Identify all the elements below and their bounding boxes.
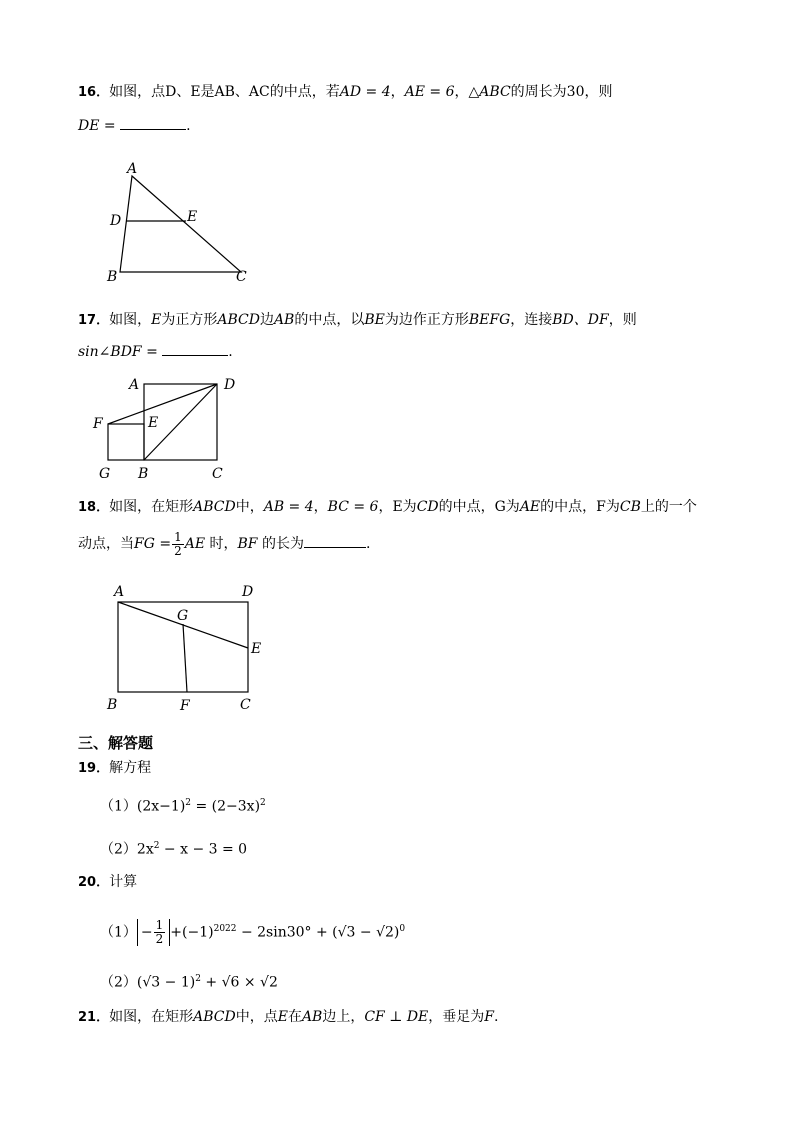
label-B: B [107,269,118,285]
q19-title: 19．解方程 [78,760,152,776]
svg-text:A: A [129,377,140,393]
svg-text:B: B [107,697,118,713]
svg-text:E: E [148,415,159,431]
svg-text:E: E [251,641,262,657]
q16-figure-triangle [100,158,260,288]
q17-line1: 17．如图，E为正方形ABCD边AB的中点，以BE为边作正方形BEFG，连接BD、DF，则 [78,312,637,328]
q16-line1: 16．如图，点D、E是AB、AC的中点，若AD = 4，AE = 6，△ABC的周长为30，则 [78,84,613,100]
fraction-one-half: $\frac{1}{2}$ [174,529,182,558]
q20-title: 20．计算 [78,874,138,890]
q18-line1: 18．如图，在矩形ABCD中，AB = 4，BC = 6，E为CD的中点，G为AE的中点，F为CB上的一个 [78,499,697,515]
svg-text:D: D [224,377,236,393]
q20-part1: （1） − $\frac{1}{2}$ $+(-1)^{2022} - 2\sin 30^\circ + (√3 - √2)^0$ [100,918,406,947]
svg-text:C: C [240,697,251,713]
label-D: D [110,213,122,229]
q16-line2: DE = . [78,115,191,136]
label-A: A [127,161,138,177]
svg-text:C: C [212,466,223,482]
svg-text:B: B [138,466,149,482]
q21-line1: 21．如图，在矩形ABCD中，点E在AB边上，CF ⊥ DE，垂足为F. [78,1009,499,1025]
q17-figure-squares [88,372,248,484]
label-E: E [187,209,198,225]
svg-text:D: D [242,584,254,600]
section-title: 三、解答题 [78,734,154,752]
svg-text:G: G [99,466,111,482]
q19-part2: $(2)2x^2 - x - 3 = 0$ [100,841,248,858]
svg-text:F: F [180,698,190,714]
answer-blank[interactable] [120,115,186,130]
q19-part1: $(1)(2x-1)^2 = (2-3x)^2$ [100,798,266,815]
q18-line2: 动点，当FG = $\frac{1}{2}$ AE 时，BF 的长为 . [78,529,371,558]
q20-part2: $(2)(√3 - 1)^2 + √6 \times √2$ [100,974,278,991]
svg-text:F: F [93,416,103,432]
q17-line2: sin∠BDF = . [78,341,233,362]
label-C: C [236,269,247,285]
absolute-value: − $\frac{1}{2}$ [137,919,170,946]
q16-number: 16． [78,85,110,100]
svg-text:G: G [177,608,189,624]
svg-text:A: A [114,584,125,600]
answer-blank[interactable] [304,533,366,548]
answer-blank[interactable] [162,341,228,356]
q18-figure-rectangle [100,578,270,718]
